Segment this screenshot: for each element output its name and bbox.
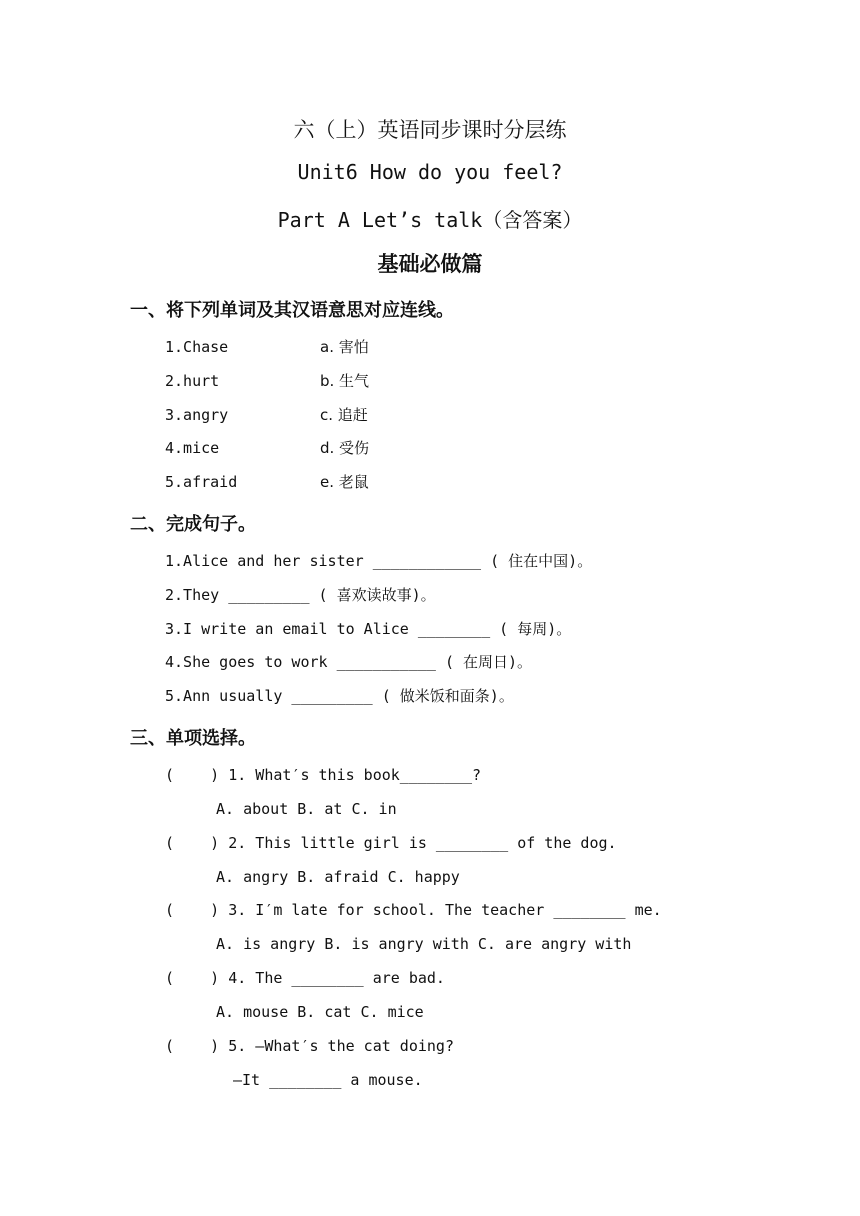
question-answer-line: —It ________ a mouse. <box>233 1071 423 1089</box>
meaning-item: b. 生气 <box>320 372 370 390</box>
question-stem: ( ) 5. —What′s the cat doing? <box>165 1037 454 1055</box>
sentence-item: 3.I write an email to Alice ________ ( 每周)。 <box>165 620 572 638</box>
sentence-item: 5.Ann usually _________ ( 做米饭和面条)。 <box>165 687 514 705</box>
question-stem: ( ) 1. What′s this book________? <box>165 766 482 784</box>
sentence-item: 2.They _________ ( 喜欢读故事)。 <box>165 586 436 604</box>
sentence-item: 4.She goes to work ___________ ( 在周日)。 <box>165 653 533 671</box>
word-item: 5.afraid <box>165 473 238 491</box>
worksheet-title: 六（上）英语同步课时分层练 <box>293 118 567 142</box>
sentence-item: 1.Alice and her sister ____________ ( 住在中国)。 <box>165 552 593 570</box>
question-stem: ( ) 3. I′m late for school. The teacher ________ me. <box>165 901 662 919</box>
question-options: A. is angry B. is angry with C. are angry with <box>216 935 632 953</box>
question-options: A. mouse B. cat C. mice <box>216 1003 424 1021</box>
word-item: 3.angry <box>165 406 229 424</box>
meaning-item: d. 受伤 <box>320 439 370 457</box>
level-title: 基础必做篇 <box>377 252 483 276</box>
unit-title: Unit6 How do you feel? <box>297 160 563 184</box>
part-title: Part A Let’s talk（含答案） <box>277 208 583 232</box>
word-item: 1.Chase <box>165 338 229 356</box>
section-1-heading: 一、将下列单词及其汉语意思对应连线。 <box>130 300 454 321</box>
question-options: A. angry B. afraid C. happy <box>216 868 460 886</box>
question-stem: ( ) 4. The ________ are bad. <box>165 969 445 987</box>
question-stem: ( ) 2. This little girl is ________ of the dog. <box>165 834 617 852</box>
word-item: 2.hurt <box>165 372 220 390</box>
meaning-item: c. 追赶 <box>320 406 368 424</box>
question-options: A. about B. at C. in <box>216 800 397 818</box>
word-item: 4.mice <box>165 439 220 457</box>
meaning-item: e. 老鼠 <box>320 473 369 491</box>
section-3-heading: 三、单项选择。 <box>130 728 256 749</box>
section-2-heading: 二、完成句子。 <box>130 514 256 535</box>
meaning-item: a. 害怕 <box>320 338 369 356</box>
